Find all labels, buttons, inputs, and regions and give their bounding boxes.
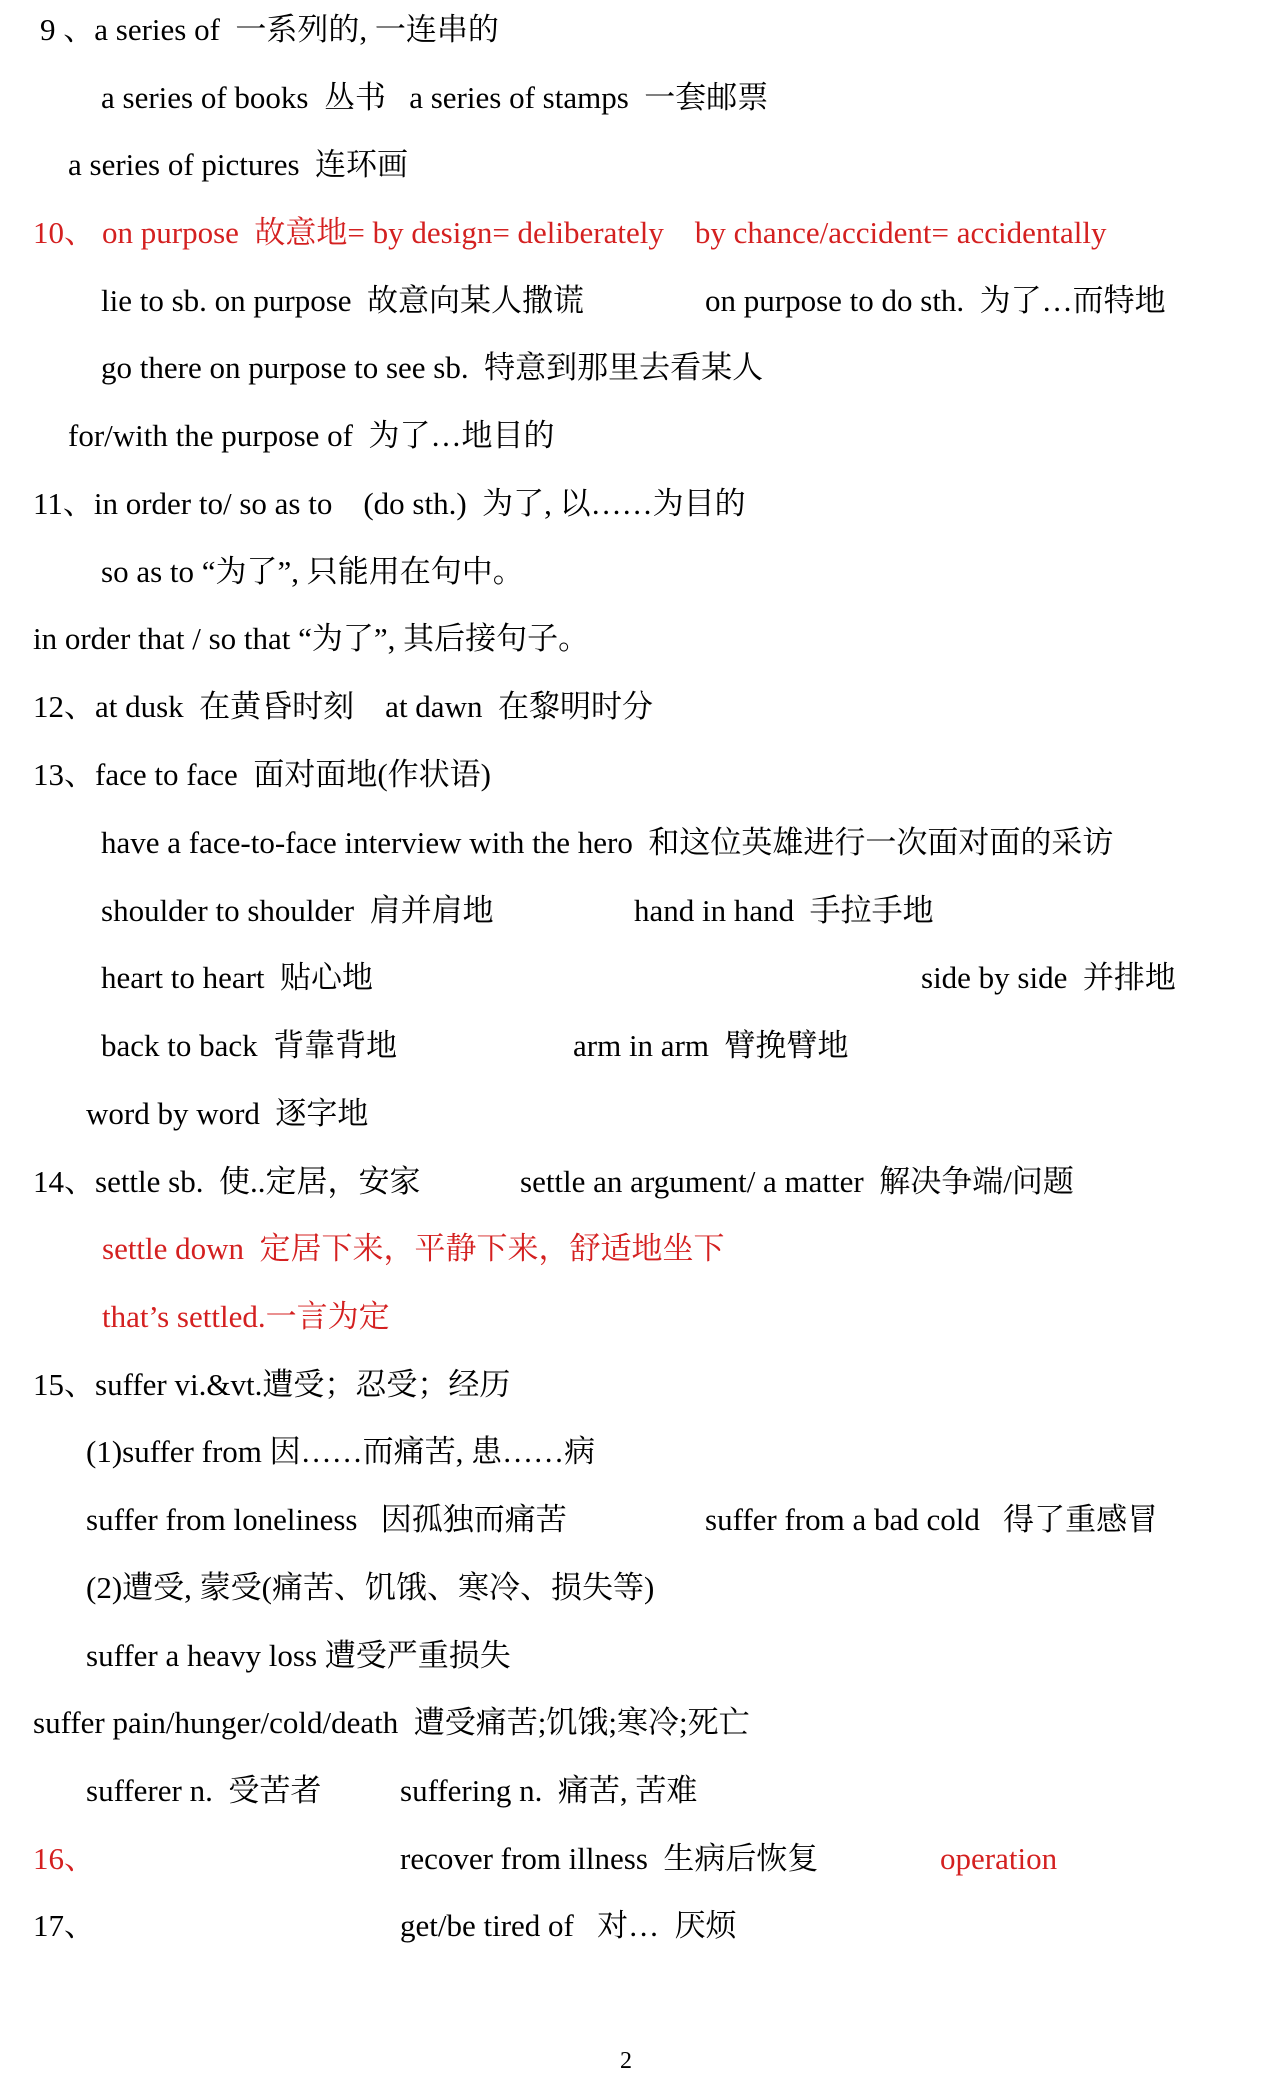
entry-12-heading: 12、at dusk 在黄昏时刻 at dawn 在黎明时分 <box>33 689 653 724</box>
entry-13-hand: hand in hand 手拉手地 <box>634 893 934 928</box>
entry-11-note-so-as-to: so as to “为了”, 只能用在句中。 <box>101 554 524 589</box>
entry-13-heading: 13、face to face 面对面地(作状语) <box>33 757 491 792</box>
entry-13-heart: heart to heart 贴心地 <box>101 960 374 995</box>
entry-10-heading: on purpose 故意地= by design= deliberately by chance/accident= accidentally <box>102 215 1107 250</box>
entry-10-example-purpose-of: for/with the purpose of 为了…地目的 <box>68 418 555 453</box>
entry-17-number: 17、 <box>33 1908 95 1943</box>
entry-13-side: side by side 并排地 <box>921 960 1176 995</box>
entry-13-back: back to back 背靠背地 <box>101 1028 398 1063</box>
entry-14-thats-settled: that’s settled.一言为定 <box>102 1299 390 1334</box>
page-number: 2 <box>620 2048 632 2074</box>
entry-13-example-interview: have a face-to-face interview with the hero 和这位英雄进行一次面对面的采访 <box>101 825 1114 860</box>
entry-17-tired-of: get/be tired of 对… 厌烦 <box>400 1908 737 1943</box>
entry-15-pain-hunger: suffer pain/hunger/cold/death 遭受痛苦;饥饿;寒冷;死亡 <box>33 1705 750 1740</box>
entry-10-example-go-there: go there on purpose to see sb. 特意到那里去看某人 <box>101 350 764 385</box>
entry-9-heading: 9 、a series of 一系列的, 一连串的 <box>40 12 499 47</box>
entry-11-heading: 11、in order to/ so as to (do sth.) 为了, 以……为目的 <box>33 486 746 521</box>
entry-11-note-in-order-that: in order that / so that “为了”, 其后接句子。 <box>33 621 590 656</box>
entry-13-word: word by word 逐字地 <box>86 1096 369 1131</box>
entry-15-suffering: suffering n. 痛苦, 苦难 <box>400 1773 698 1808</box>
entry-15-heading: 15、suffer vi.&vt.遭受；忍受；经历 <box>33 1367 511 1402</box>
entry-10-number: 10、 <box>33 215 95 250</box>
entry-9-examples: a series of books 丛书 a series of stamps 一套邮票 <box>101 80 769 115</box>
entry-14-heading: 14、settle sb. 使..定居，安家 <box>33 1164 421 1199</box>
entry-9-example-pictures: a series of pictures 连环画 <box>68 147 409 182</box>
entry-15-heavy-loss: suffer a heavy loss 遭受严重损失 <box>86 1638 511 1673</box>
entry-15-bad-cold: suffer from a bad cold 得了重感冒 <box>705 1502 1159 1537</box>
entry-16-recover: recover from illness 生病后恢复 <box>400 1841 819 1876</box>
entry-15-sufferer: sufferer n. 受苦者 <box>86 1773 322 1808</box>
entry-15-sense-2: (2)遭受, 蒙受(痛苦、饥饿、寒冷、损失等) <box>86 1570 655 1605</box>
entry-15-loneliness: suffer from loneliness 因孤独而痛苦 <box>86 1502 567 1537</box>
entry-10-example-to-do: on purpose to do sth. 为了…而特地 <box>705 283 1166 318</box>
entry-16-number: 16、 <box>33 1841 95 1876</box>
entry-16-operation: operation <box>940 1841 1058 1876</box>
entry-13-shoulder: shoulder to shoulder 肩并肩地 <box>101 893 494 928</box>
entry-15-sense-1: (1)suffer from 因……而痛苦, 患……病 <box>86 1434 596 1469</box>
entry-14-settle-argument: settle an argument/ a matter 解决争端/问题 <box>520 1164 1074 1199</box>
entry-13-arm: arm in arm 臂挽臂地 <box>573 1028 849 1063</box>
entry-14-settle-down: settle down 定居下来，平静下来，舒适地坐下 <box>102 1231 725 1266</box>
entry-10-example-lie: lie to sb. on purpose 故意向某人撒谎 <box>101 283 585 318</box>
